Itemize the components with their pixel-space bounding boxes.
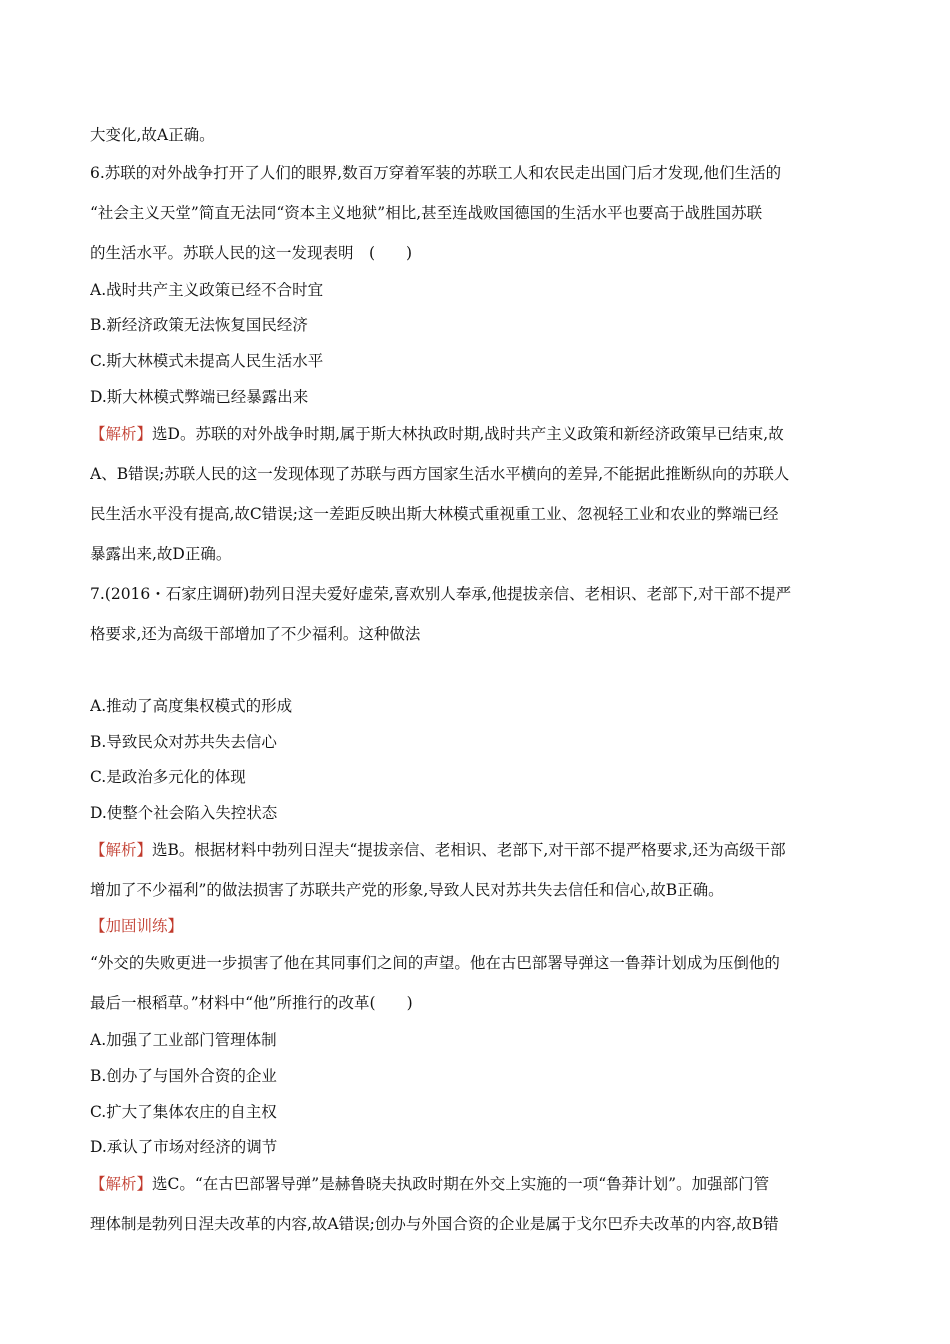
text-line: 的生活水平。苏联人民的这一发现表明 ( ) (90, 244, 413, 262)
option-a: A.战时共产主义政策已经不合时宜 (90, 281, 324, 299)
option-d: D.使整个社会陷入失控状态 (90, 804, 278, 822)
analysis-label: 【解析】 (90, 841, 153, 859)
option-a: A.推动了高度集权模式的形成 (90, 697, 293, 715)
text-line: 格要求,还为高级干部增加了不少福利。这种做法 (90, 625, 421, 643)
text-line: 增加了不少福利”的做法损害了苏联共产党的形象,导致人民对苏共失去信任和信心,故B正确。 (90, 881, 724, 899)
option-b: B.创办了与国外合资的企业 (90, 1067, 277, 1085)
analysis-reinforcement: 【解析】选C。“在古巴部署导弹”是赫鲁晓夫执政时期在外交上实施的一项“鲁莽计划”。加强部门管 (90, 1175, 770, 1193)
reinforcement-heading: 【加固训练】 (90, 917, 184, 935)
option-d: D.斯大林模式弊端已经暴露出来 (90, 388, 309, 406)
analysis-label: 【解析】 (90, 1175, 153, 1193)
analysis-6: 【解析】选D。苏联的对外战争时期,属于斯大林执政时期,战时共产主义政策和新经济政策早已结束,故 (90, 425, 784, 443)
option-b: B.导致民众对苏共失去信心 (90, 733, 277, 751)
text-line: “社会主义天堂”简直无法同“资本主义地狱”相比,甚至连战败国德国的生活水平也要高于战胜国苏联 (90, 204, 763, 222)
option-d: D.承认了市场对经济的调节 (90, 1138, 278, 1156)
text-line: 民生活水平没有提高,故C错误;这一差距反映出斯大林模式重视重工业、忽视轻工业和农业的弊端已经 (90, 505, 779, 523)
option-c: C.扩大了集体农庄的自主权 (90, 1103, 277, 1121)
text-line: 理体制是勃列日涅夫改革的内容,故A错误;创办与外国合资的企业是属于戈尔巴乔夫改革的内容,故B错 (90, 1215, 779, 1233)
text-line: A、B错误;苏联人民的这一发现体现了苏联与西方国家生活水平横向的差异,不能据此推断纵向的苏联人 (90, 465, 790, 483)
question-7-stem: 7.(2016・石家庄调研)勃列日涅夫爱好虚荣,喜欢别人奉承,他提拔亲信、老相识、老部下,对干部不提严 (90, 585, 792, 603)
text-line: 暴露出来,故D正确。 (90, 545, 232, 563)
option-c: C.斯大林模式未提高人民生活水平 (90, 352, 324, 370)
question-6-stem: 6.苏联的对外战争打开了人们的眼界,数百万穿着军装的苏联工人和农民走出国门后才发现,他们生活的 (90, 164, 782, 182)
option-b: B.新经济政策无法恢复国民经济 (90, 316, 308, 334)
option-c: C.是政治多元化的体现 (90, 768, 246, 786)
analysis-7: 【解析】选B。根据材料中勃列日涅夫“提拔亲信、老相识、老部下,对干部不提严格要求,还为高级干部 (90, 841, 786, 859)
option-a: A.加强了工业部门管理体制 (90, 1031, 277, 1049)
reinforcement-stem: “外交的失败更进一步损害了他在其同事们之间的声望。他在古巴部署导弹这一鲁莽计划成为压倒他的 (90, 954, 780, 972)
text-line: 大变化,故A正确。 (90, 126, 215, 144)
text-line: 最后一根稻草。”材料中“他”所推行的改革( ) (90, 994, 413, 1012)
analysis-label: 【解析】 (90, 425, 153, 443)
